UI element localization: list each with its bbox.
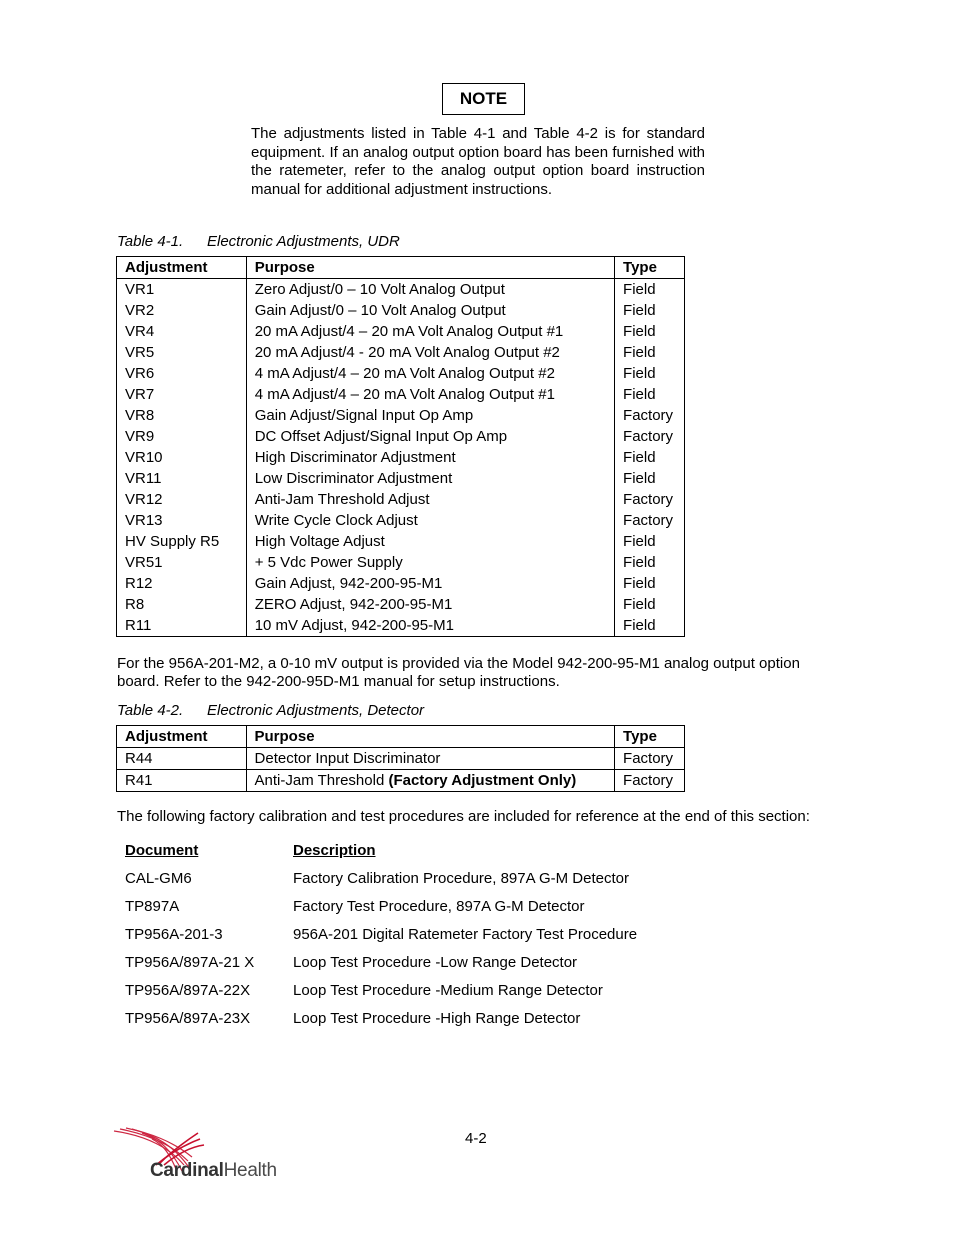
cell-type: Factory	[615, 510, 685, 531]
cell-purpose: DC Offset Adjust/Signal Input Op Amp	[246, 426, 614, 447]
cell-type: Field	[615, 468, 685, 489]
document-id: TP956A/897A-21 X	[125, 954, 255, 971]
table-row	[117, 552, 685, 573]
document-id: TP956A-201-3	[125, 926, 223, 943]
table-row	[117, 447, 685, 468]
document-list	[125, 842, 825, 1038]
cell-purpose: Write Cycle Clock Adjust	[246, 510, 614, 531]
page-number: 4-2	[465, 1130, 487, 1147]
table-row	[117, 489, 685, 510]
cell-purpose: 10 mV Adjust, 942-200-95-M1	[246, 615, 614, 637]
table-row	[117, 770, 685, 792]
description-header: Description	[293, 842, 376, 859]
cell-purpose: ZERO Adjust, 942-200-95-M1	[246, 594, 614, 615]
paragraph-procedures-intro: The following factory calibration and test procedures are included for reference at the end of this section:	[117, 808, 810, 825]
document-description: Loop Test Procedure -High Range Detector	[293, 1010, 581, 1027]
cell-adjustment: VR9	[117, 426, 247, 447]
cell-adjustment: VR5	[117, 342, 247, 363]
cell-adjustment: R12	[117, 573, 247, 594]
table-row	[117, 300, 685, 321]
cell-type: Factory	[615, 405, 685, 426]
cell-type: Field	[615, 321, 685, 342]
cell-purpose: Anti-Jam Threshold Adjust	[246, 489, 614, 510]
cell-purpose: High Discriminator Adjustment	[246, 447, 614, 468]
cell-purpose: Gain Adjust/Signal Input Op Amp	[246, 405, 614, 426]
cell-type: Field	[615, 615, 685, 637]
table2-header-adjustment: Adjustment	[117, 726, 247, 748]
table-row	[117, 279, 685, 301]
cell-type: Field	[615, 531, 685, 552]
cell-type: Factory	[615, 748, 685, 770]
table1-header-adjustment: Adjustment	[117, 257, 247, 279]
cell-purpose: Gain Adjust, 942-200-95-M1	[246, 573, 614, 594]
table1-header-type: Type	[615, 257, 685, 279]
cell-type: Field	[615, 363, 685, 384]
cell-adjustment: VR12	[117, 489, 247, 510]
cell-purpose: Detector Input Discriminator	[246, 748, 615, 770]
table-row	[117, 363, 685, 384]
cell-purpose-emphasis: (Factory Adjustment Only)	[388, 772, 577, 789]
table1-header-row	[117, 257, 685, 279]
cell-type: Field	[615, 279, 685, 301]
cell-type: Field	[615, 384, 685, 405]
cell-adjustment: HV Supply R5	[117, 531, 247, 552]
cell-type: Factory	[615, 489, 685, 510]
cell-adjustment: R41	[117, 770, 247, 792]
cell-adjustment: VR51	[117, 552, 247, 573]
cell-type: Field	[615, 447, 685, 468]
table-row	[117, 748, 685, 770]
document-description: Loop Test Procedure -Low Range Detector	[293, 954, 578, 971]
note-heading: NOTE	[442, 83, 525, 115]
list-item	[125, 870, 825, 898]
cell-type: Factory	[615, 426, 685, 447]
cell-purpose: 4 mA Adjust/4 – 20 mA Volt Analog Output #2	[246, 363, 614, 384]
list-item	[125, 954, 825, 982]
cell-type: Field	[615, 573, 685, 594]
cell-type: Field	[615, 594, 685, 615]
list-item	[125, 982, 825, 1010]
table-row	[117, 531, 685, 552]
document-id: TP956A/897A-22X	[125, 982, 251, 999]
cell-purpose: 4 mA Adjust/4 – 20 mA Volt Analog Output #1	[246, 384, 614, 405]
table2-header-row	[117, 726, 685, 748]
document-list-header	[125, 842, 825, 870]
cell-purpose-text: Anti-Jam Threshold	[254, 772, 389, 789]
cell-adjustment: R8	[117, 594, 247, 615]
table-row	[117, 405, 685, 426]
table-row	[117, 573, 685, 594]
list-item	[125, 926, 825, 954]
cell-purpose: 20 mA Adjust/4 – 20 mA Volt Analog Output #1	[246, 321, 614, 342]
cell-purpose: High Voltage Adjust	[246, 531, 614, 552]
cell-type: Field	[615, 300, 685, 321]
table-row	[117, 594, 685, 615]
table2-caption	[117, 702, 424, 719]
list-item	[125, 898, 825, 926]
list-item	[125, 1010, 825, 1038]
cell-type: Field	[615, 552, 685, 573]
table-row	[117, 426, 685, 447]
cell-purpose: + 5 Vdc Power Supply	[246, 552, 614, 573]
cell-adjustment: VR13	[117, 510, 247, 531]
note-text: The adjustments listed in Table 4-1 and Table 4-2 is for standard equipment. If an analog output option board has been furnished with the ratemeter, refer to the analog output option board instruction manual for additional adjustment instructions.	[251, 125, 705, 198]
table-row	[117, 384, 685, 405]
paragraph-analog-option: For the 956A-201-M2, a 0-10 mV output is provided via the Model 942-200-95-M1 analog output option board. Refer to the 942-200-95D-M1 manual for setup instructions.	[117, 655, 800, 690]
table-row	[117, 342, 685, 363]
table2-caption-title: Electronic Adjustments, Detector	[207, 702, 425, 719]
cell-adjustment: VR4	[117, 321, 247, 342]
table1-caption-number: Table 4-1.	[117, 233, 184, 250]
table1-header-purpose: Purpose	[246, 257, 614, 279]
document-description: Loop Test Procedure -Medium Range Detector	[293, 982, 603, 999]
cell-purpose: Gain Adjust/0 – 10 Volt Analog Output	[246, 300, 614, 321]
table2-caption-number: Table 4-2.	[117, 702, 184, 719]
cell-adjustment: R44	[117, 748, 247, 770]
cell-purpose: 20 mA Adjust/4 - 20 mA Volt Analog Output #2	[246, 342, 614, 363]
document-id: TP897A	[125, 898, 180, 915]
table1-caption-title: Electronic Adjustments, UDR	[207, 233, 400, 250]
logo-text-regular: Health	[223, 1160, 277, 1181]
cell-adjustment: VR11	[117, 468, 247, 489]
table1	[116, 256, 685, 637]
table-row	[117, 321, 685, 342]
document-id: TP956A/897A-23X	[125, 1010, 251, 1027]
cell-adjustment: VR7	[117, 384, 247, 405]
cell-adjustment: VR6	[117, 363, 247, 384]
logo-text-bold: Cardinal	[150, 1160, 224, 1181]
table1-caption	[117, 233, 400, 250]
table2	[116, 725, 685, 792]
document-description: Factory Calibration Procedure, 897A G-M Detector	[293, 870, 629, 887]
cell-adjustment: R11	[117, 615, 247, 637]
document-header: Document	[125, 842, 199, 859]
cardinal-health-logo-text	[150, 1160, 277, 1182]
table2-header-type: Type	[615, 726, 685, 748]
cell-adjustment: VR10	[117, 447, 247, 468]
document-id: CAL-GM6	[125, 870, 192, 887]
table-row	[117, 615, 685, 637]
table2-header-purpose: Purpose	[246, 726, 615, 748]
cell-type: Field	[615, 342, 685, 363]
cell-purpose	[246, 770, 615, 792]
cell-adjustment: VR1	[117, 279, 247, 301]
cell-type: Factory	[615, 770, 685, 792]
cell-adjustment: VR8	[117, 405, 247, 426]
table-row	[117, 510, 685, 531]
document-description: Factory Test Procedure, 897A G-M Detector	[293, 898, 585, 915]
document-description: 956A-201 Digital Ratemeter Factory Test Procedure	[293, 926, 638, 943]
cell-purpose: Low Discriminator Adjustment	[246, 468, 614, 489]
cell-purpose: Zero Adjust/0 – 10 Volt Analog Output	[246, 279, 614, 301]
table-row	[117, 468, 685, 489]
cell-adjustment: VR2	[117, 300, 247, 321]
